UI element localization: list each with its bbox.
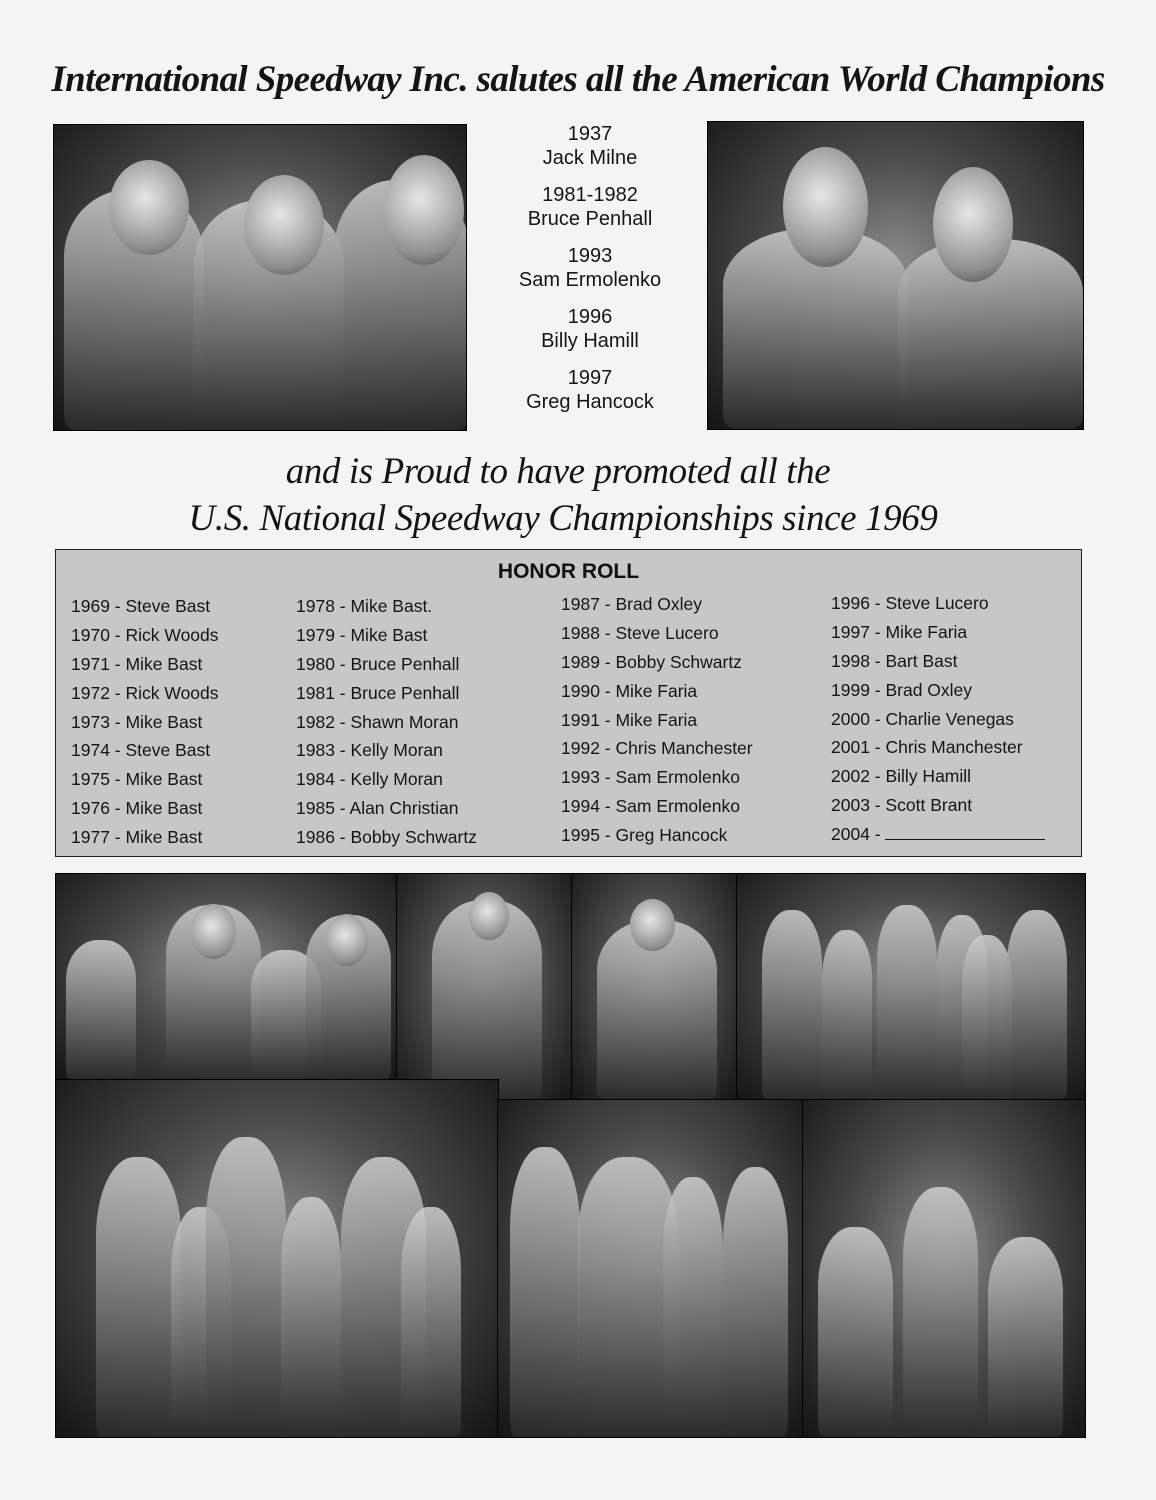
champion-name: Billy Hamill (541, 330, 639, 352)
photo-podium-4 (802, 1099, 1086, 1438)
honor-roll-entry: 1998 - Bart Bast (831, 650, 958, 671)
page-headline: International Speedway Inc. salutes all the American World Champions (51, 59, 1105, 100)
honor-roll-entry: 1993 - Sam Ermolenko (561, 767, 740, 788)
champion-name: Greg Hancock (526, 391, 654, 413)
champion-name: Jack Milne (542, 147, 638, 169)
honor-roll-entry: 1999 - Brad Oxley (831, 679, 973, 700)
champion-entry (470, 122, 710, 170)
subheadline-line-1: and is Proud to have promoted all the (285, 451, 831, 492)
photo-queen-group (497, 1099, 804, 1438)
honor-roll-entry: 1977 - Mike Bast (71, 827, 203, 848)
honor-roll-entry-label: 2004 - (831, 824, 881, 845)
photo-podium-3 (55, 1079, 499, 1438)
honor-roll-title: HONOR ROLL (497, 560, 640, 583)
honor-roll-entry: 1971 - Mike Bast (71, 653, 203, 674)
blank-fill-line (885, 825, 1045, 840)
champion-year: 1993 (567, 245, 613, 267)
honor-roll-entry: 1983 - Kelly Moran (296, 740, 443, 761)
photo-collage (55, 873, 1084, 1436)
honor-roll-entry: 1969 - Steve Bast (71, 596, 211, 616)
honor-roll-entry: 1972 - Rick Woods (71, 682, 219, 703)
honor-roll-entry: 1979 - Mike Bast (296, 624, 428, 645)
honor-roll-entry: 2000 - Charlie Venegas (831, 708, 1014, 729)
photo-trophy-rider (396, 873, 573, 1101)
honor-roll-entry: 1970 - Rick Woods (71, 624, 219, 645)
honor-roll-entry: 1980 - Bruce Penhall (296, 653, 460, 674)
honor-roll-entry: 1992 - Chris Manchester (561, 738, 753, 759)
honor-roll-entry: 1989 - Bobby Schwartz (561, 651, 742, 672)
honor-roll-entry: 1974 - Steve Bast (71, 740, 211, 761)
honor-roll-entry: 2001 - Chris Manchester (831, 737, 1023, 758)
honor-roll-entry: 2002 - Billy Hamill (831, 766, 972, 787)
champion-name: Bruce Penhall (527, 208, 653, 230)
honor-roll-entry: 1985 - Alan Christian (296, 798, 459, 819)
honor-roll-entry: 1981 - Bruce Penhall (296, 682, 460, 703)
honor-roll-entry: 1982 - Shawn Moran (296, 711, 459, 732)
champion-name: Sam Ermolenko (518, 269, 662, 291)
honor-roll-entry: 1996 - Steve Lucero (831, 593, 989, 613)
honor-roll-entry: 2003 - Scott Brant (831, 795, 973, 816)
honor-roll-panel (55, 549, 1082, 857)
photo-kneeling-rider (571, 873, 738, 1101)
honor-roll-column (71, 596, 219, 856)
honor-roll-entry-2004 (831, 824, 1045, 853)
champion-entry (470, 244, 710, 292)
honor-roll-entry: 1997 - Mike Faria (831, 621, 968, 642)
photo-champions-pair-right (707, 121, 1084, 430)
photo-podium-2 (736, 873, 1086, 1101)
honor-roll-column (831, 593, 1045, 853)
champion-entry (470, 305, 710, 353)
champion-year: 1997 (567, 367, 613, 389)
honor-roll-entry: 1973 - Mike Bast (71, 711, 203, 732)
photo-champions-group-left (53, 124, 467, 431)
honor-roll-entry: 1990 - Mike Faria (561, 680, 698, 701)
honor-roll-column (561, 594, 753, 854)
honor-roll-entry: 1984 - Kelly Moran (296, 769, 443, 790)
honor-roll-column (296, 596, 477, 856)
honor-roll-entry: 1975 - Mike Bast (71, 769, 203, 790)
champion-year: 1937 (567, 123, 613, 145)
honor-roll-entry: 1995 - Greg Hancock (561, 825, 728, 846)
subheadline-line-2: U.S. National Speedway Championships since 1969 (188, 498, 938, 539)
honor-roll-entry: 1991 - Mike Faria (561, 709, 698, 730)
honor-roll-entry: 1976 - Mike Bast (71, 798, 203, 819)
honor-roll-entry: 1986 - Bobby Schwartz (296, 827, 477, 848)
champion-entry (470, 366, 710, 414)
photo-podium-1 (55, 873, 398, 1081)
honor-roll-entry: 1994 - Sam Ermolenko (561, 796, 740, 817)
champion-year: 1996 (567, 306, 613, 328)
champion-entry (470, 183, 710, 231)
honor-roll-entry: 1987 - Brad Oxley (561, 594, 703, 614)
honor-roll-entry: 1988 - Steve Lucero (561, 622, 719, 643)
champion-year: 1981-1982 (542, 184, 638, 206)
honor-roll-entry: 1978 - Mike Bast. (296, 596, 433, 616)
world-champions-list (470, 122, 710, 427)
